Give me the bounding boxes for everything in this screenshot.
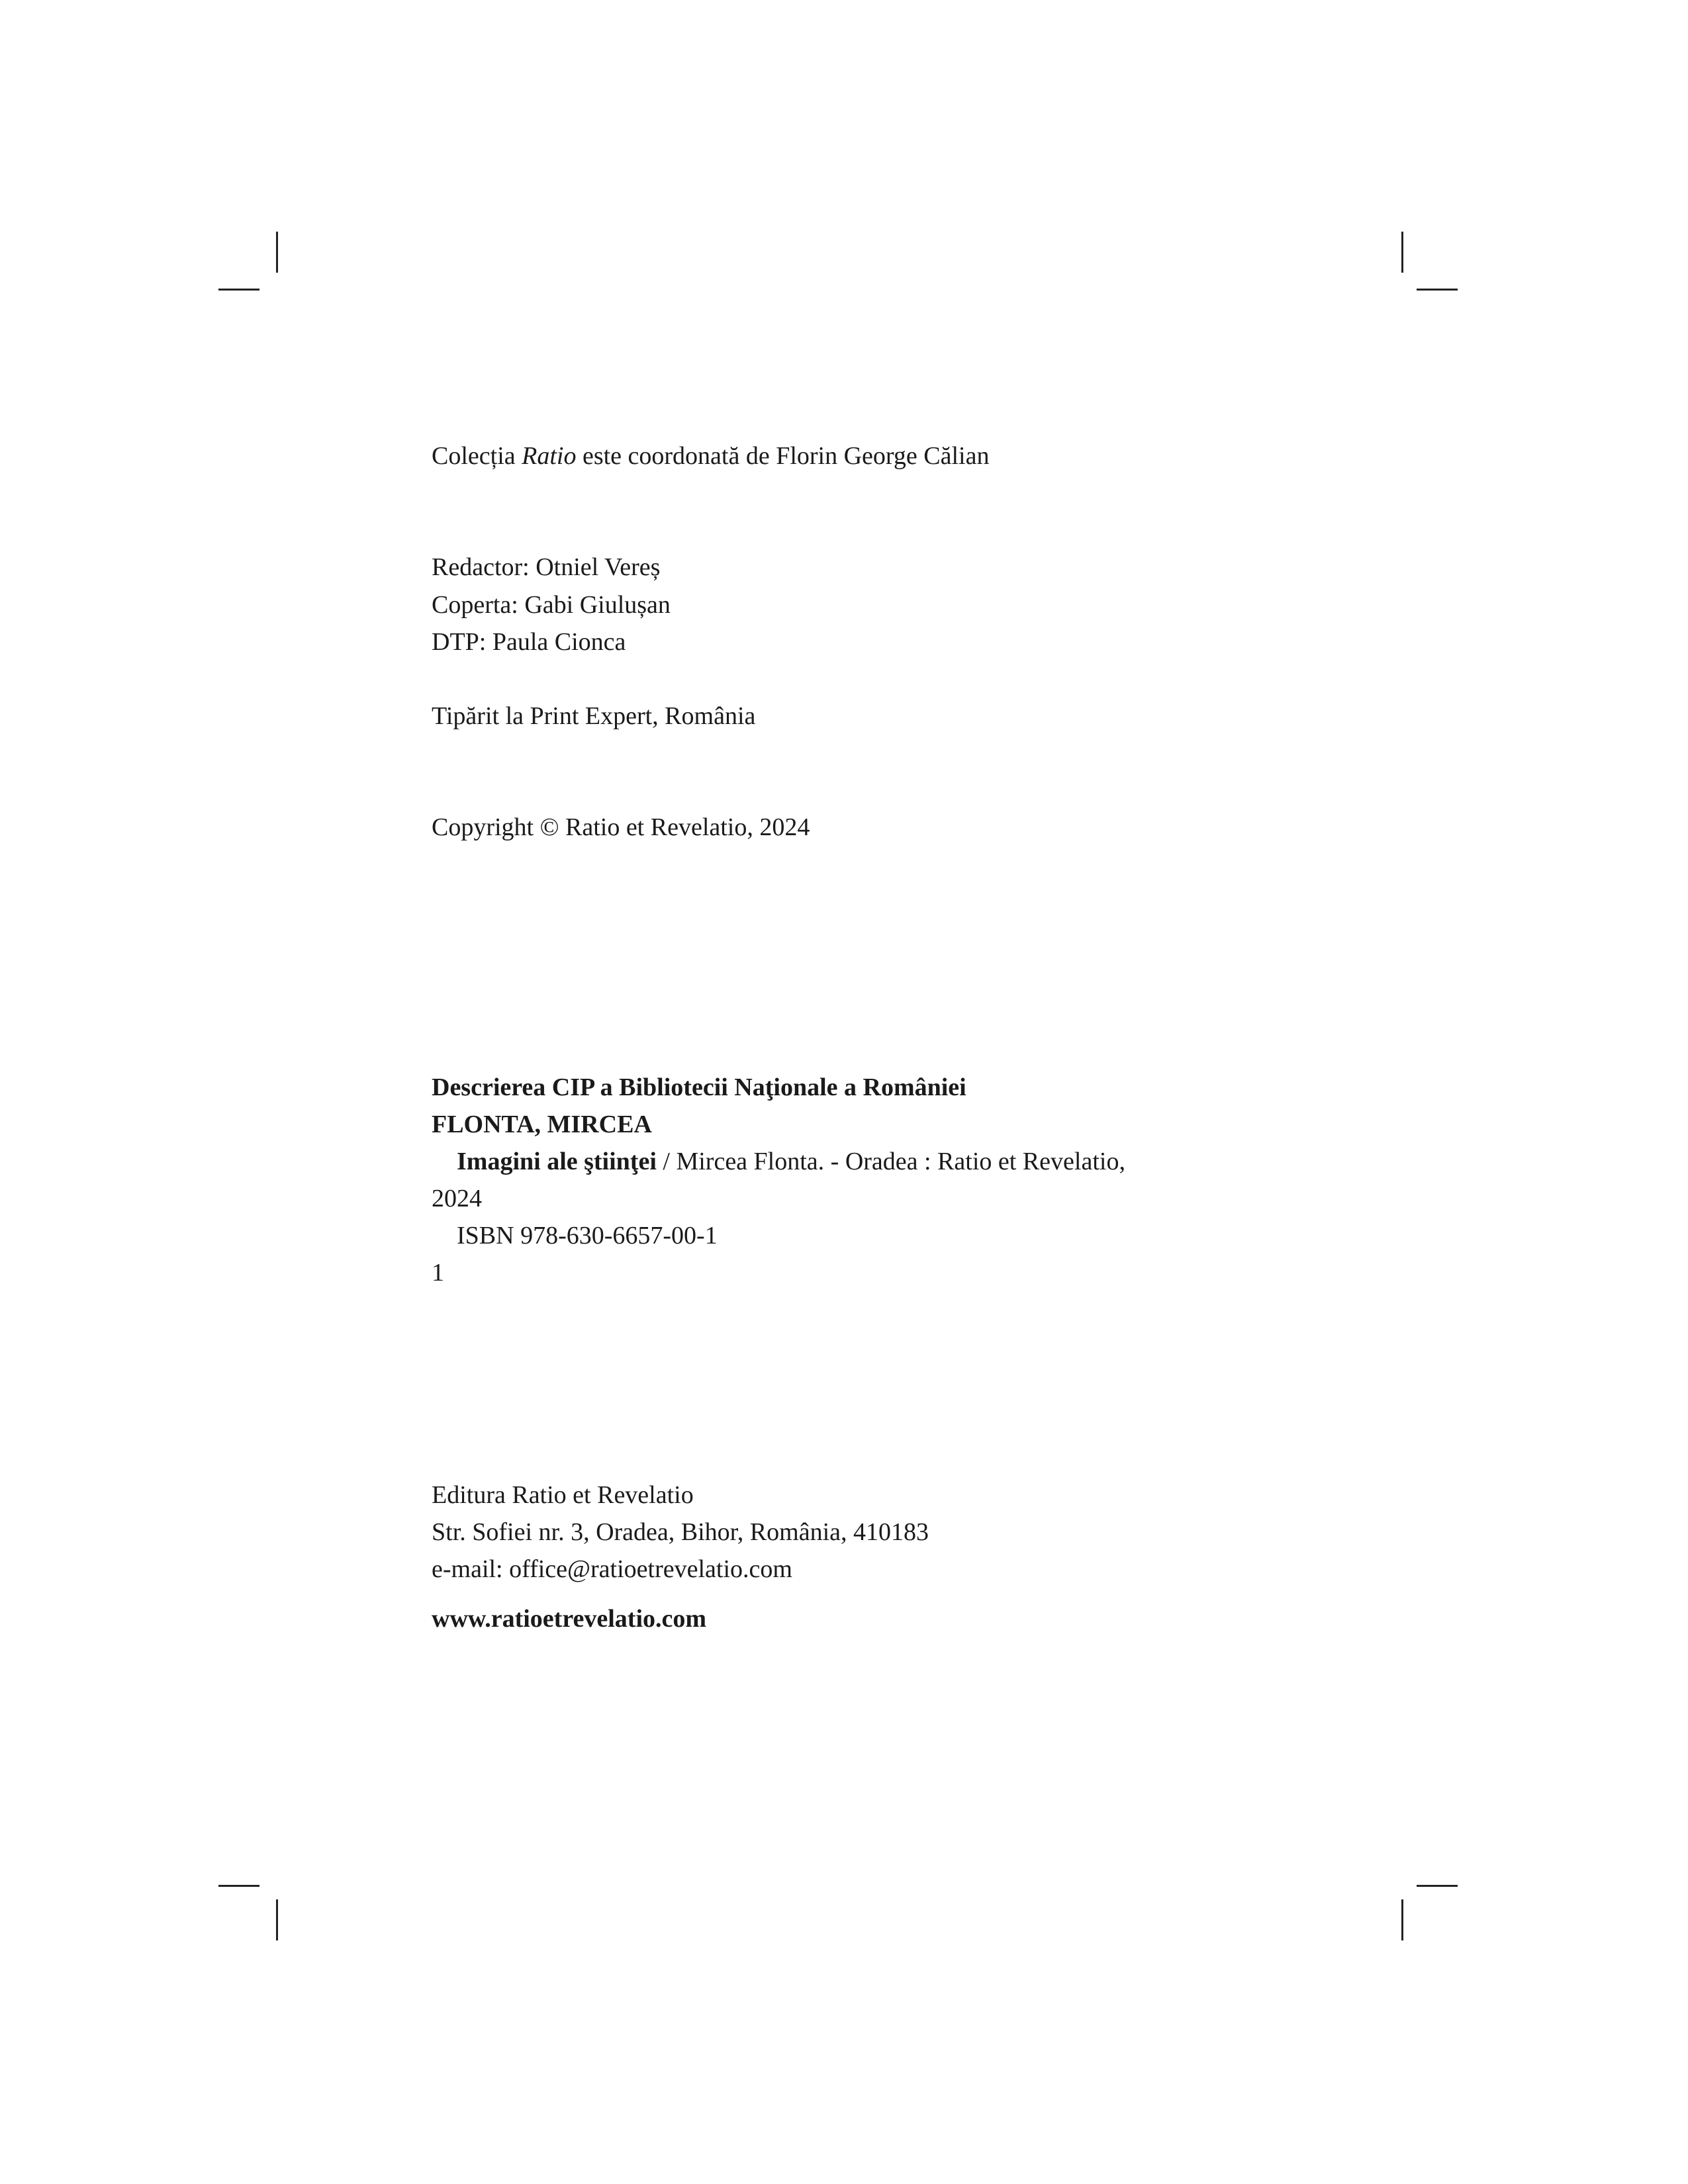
crop-mark-bottom-right-vertical	[1401, 1899, 1403, 1940]
collection-prefix: Colecția	[432, 442, 522, 470]
crop-mark-top-right-vertical	[1401, 232, 1403, 273]
crop-mark-top-right-horizontal	[1417, 289, 1458, 291]
cip-title-line	[457, 1146, 1125, 1177]
publisher-email: e-mail: office@ratioetrevelatio.com	[432, 1555, 792, 1583]
cip-classification: 1	[432, 1259, 444, 1287]
crop-mark-bottom-left-horizontal	[218, 1885, 259, 1887]
publisher-website: www.ratioetrevelatio.com	[432, 1605, 707, 1633]
cip-isbn: ISBN 978-630-6657-00-1	[457, 1222, 718, 1250]
collection-line	[432, 440, 989, 472]
cip-year: 2024	[432, 1185, 482, 1212]
crop-mark-top-left-vertical	[276, 232, 278, 273]
collection-suffix: este coordonată de Florin George Călian	[576, 442, 990, 470]
cip-heading: Descrierea CIP a Bibliotecii Naţionale a României	[432, 1073, 966, 1101]
cip-author: FLONTA, MIRCEA	[432, 1111, 652, 1138]
collection-series-name: Ratio	[522, 442, 577, 470]
crop-mark-top-left-horizontal	[218, 289, 259, 291]
copyright-line: Copyright © Ratio et Revelatio, 2024	[432, 813, 810, 841]
publisher-name: Editura Ratio et Revelatio	[432, 1481, 694, 1509]
cip-responsibility: / Mircea Flonta. - Oradea : Ratio et Revelatio,	[656, 1148, 1125, 1175]
crop-mark-bottom-left-vertical	[276, 1899, 278, 1940]
crop-mark-bottom-right-horizontal	[1417, 1885, 1458, 1887]
credit-cover: Coperta: Gabi Giulușan	[432, 591, 671, 619]
credit-editor: Redactor: Otniel Vereș	[432, 553, 661, 581]
cip-title: Imagini ale ştiinţei	[457, 1148, 657, 1175]
printing-line: Tipărit la Print Expert, România	[432, 702, 756, 730]
credit-dtp: DTP: Paula Cionca	[432, 628, 626, 656]
publisher-address: Str. Sofiei nr. 3, Oradea, Bihor, România, 410183	[432, 1518, 929, 1546]
